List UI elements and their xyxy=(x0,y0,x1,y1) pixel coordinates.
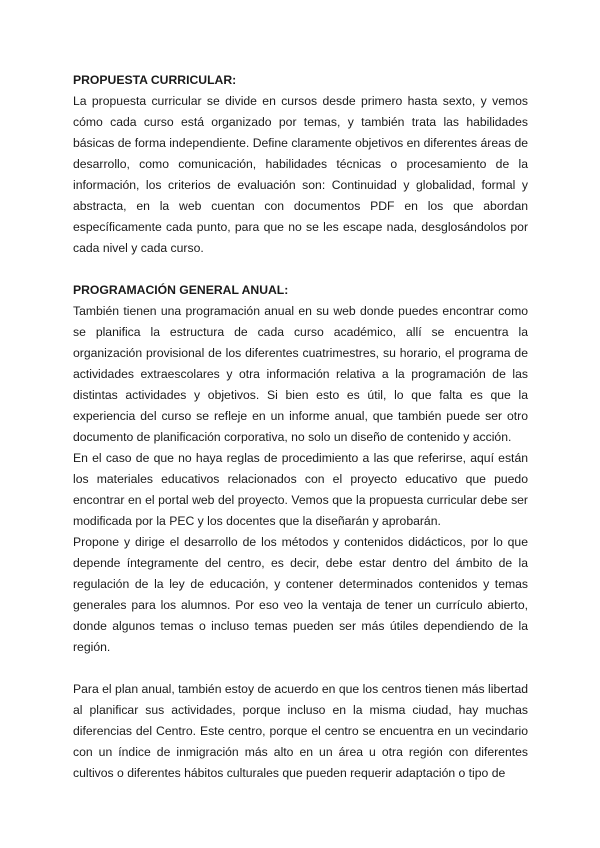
paragraph-reglas-procedimiento: En el caso de que no haya reglas de procedimiento a las que referirse, aquí están los materiales educativos relacionados con el proyecto educativo que puedo encontrar en el portal web del proyecto. Vemos que la propuesta curricular debe ser modificada por la PEC y los docentes que la diseñarán y aprobarán. xyxy=(73,451,528,528)
paragraph-metodos-contenidos: Propone y dirige el desarrollo de los métodos y contenidos didácticos, por lo que depende íntegramente del centro, es decir, debe estar dentro del ámbito de la regulación de la ley de educación, y contener determinados contenidos y temas generales para los alumnos. Por eso veo la ventaja de tener un currículo abierto, donde algunos temas o incluso temas pueden ser más útiles dependiendo de la región. xyxy=(73,535,528,654)
document-page xyxy=(73,70,528,784)
spacer xyxy=(73,658,528,679)
paragraph-programacion-anual-intro: También tienen una programación anual en su web donde puedes encontrar como se planifica la estructura de cada curso académico, allí se encuentra la organización provisional de los diferentes cuatrimestres, su horario, el programa de actividades extraescolares y otra información relativa a la programación de las distintas actividades y objetivos. Si bien esto es útil, lo que falta es que la experiencia del curso se refleje en un informe anual, que también puede ser otro documento de planificación corporativa, no solo un diseño de contenido y acción. xyxy=(73,304,528,444)
section-heading-propuesta-curricular: PROPUESTA CURRICULAR: xyxy=(73,73,237,87)
paragraph-propuesta-curricular: La propuesta curricular se divide en cursos desde primero hasta sexto, y vemos cómo cada curso está organizado por temas, y también trata las habilidades básicas de forma independiente. Define claramente objetivos en diferentes áreas de desarrollo, como comunicación, habilidades técnicas o procesamiento de la información, los criterios de evaluación son: Continuidad y globalidad, formal y abstracta, en la web cuentan con documentos PDF en los que abordan específicamente cada punto, para que no se les escape nada, desglosándolos por cada nivel y cada curso. xyxy=(73,94,528,255)
paragraph-plan-anual: Para el plan anual, también estoy de acuerdo en que los centros tienen más libertad al planificar sus actividades, porque incluso en la misma ciudad, hay muchas diferencias del Centro. Este centro, porque el centro se encuentra en un vecindario con un índice de inmigración más alto en un área u otra región con diferentes cultivos o diferentes hábitos culturales que pueden requerir adaptación o tipo de xyxy=(73,682,528,780)
section-heading-programacion-general-anual: PROGRAMACIÓN GENERAL ANUAL: xyxy=(73,283,289,297)
spacer xyxy=(73,259,528,280)
